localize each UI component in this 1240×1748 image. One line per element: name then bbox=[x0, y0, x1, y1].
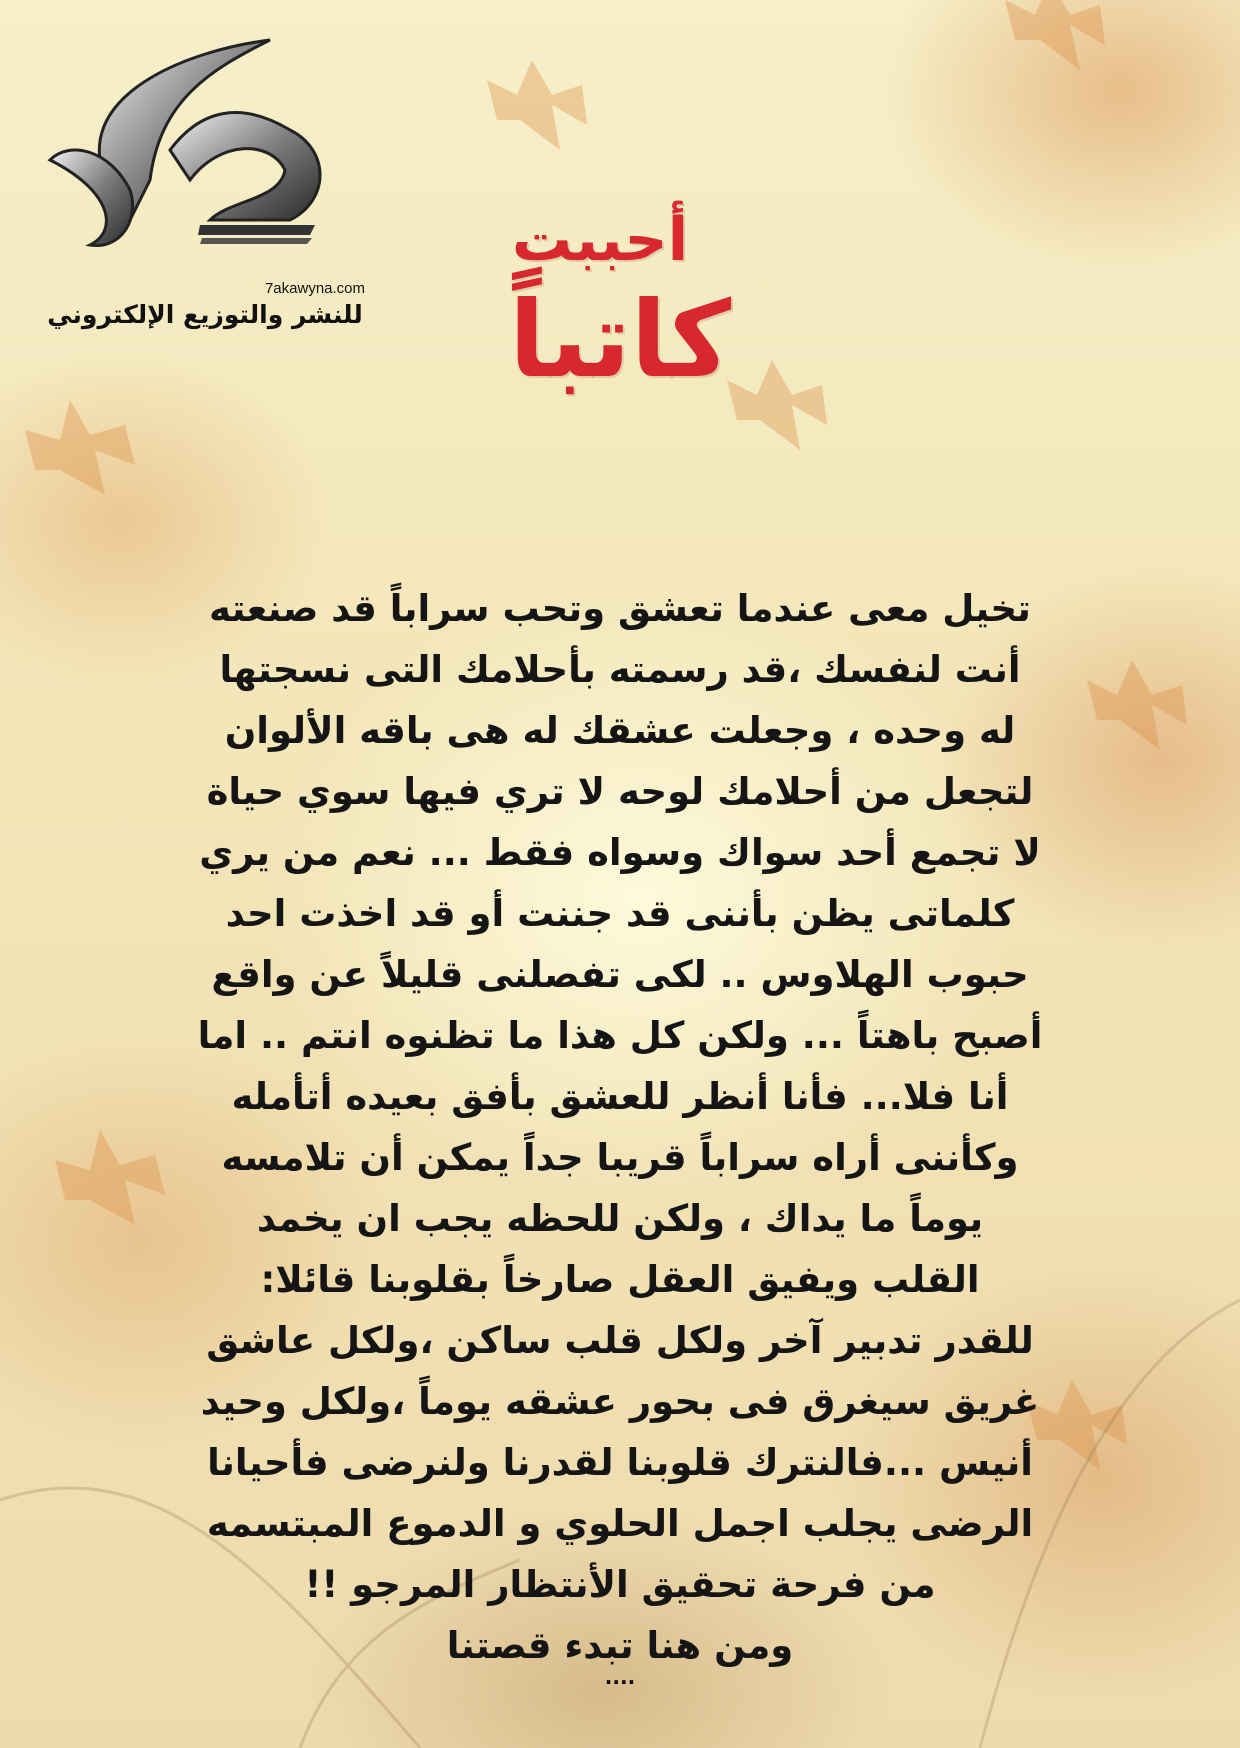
publisher-url: 7akawyna.com bbox=[264, 280, 366, 297]
publisher-tagline: للنشر والتوزيع الإلكتروني bbox=[47, 300, 363, 329]
body-line: لا تجمع أحد سواك وسواه فقط ... نعم من يري bbox=[199, 831, 1041, 874]
body-line: من فرحة تحقيق الأنتظار المرجو !! bbox=[304, 1563, 936, 1606]
body-line: تخيل معى عندما تعشق وتحب سراباً قد صنعته bbox=[209, 587, 1031, 630]
body-line: الرضى يجلب اجمل الحلوي و الدموع المبتسمه bbox=[206, 1502, 1034, 1545]
body-line: أنا فلا... فأنا أنظر للعشق بأفق بعيده أتأمله bbox=[231, 1075, 1009, 1118]
body-line: له وحده ، وجعلت عشقك له هى باقه الألوان bbox=[224, 709, 1016, 752]
body-line: أصبح باهتاً ... ولكن كل هذا ما تظنوه انتم .. اما bbox=[197, 1014, 1043, 1057]
logo-mark-icon bbox=[30, 30, 380, 290]
title-line-2: كاتباً bbox=[508, 279, 732, 401]
body-line: حبوب الهلاوس .. لكى تفصلنى قليلاً عن واقع bbox=[211, 953, 1029, 996]
body-line: كلماتى يظن بأننى قد جننت أو قد اخذت احد bbox=[225, 892, 1015, 935]
body-line: وكأننى أراه سراباً قريبا جداً يمكن أن تلامسه bbox=[221, 1136, 1019, 1179]
body-line: لتجعل من أحلامك لوحه لا تري فيها سوي حياة bbox=[206, 770, 1034, 813]
page-title bbox=[420, 205, 820, 405]
ending-ellipsis: .... bbox=[604, 1665, 636, 1689]
body-line: ومن هنا تبدء قصتنا bbox=[446, 1624, 794, 1667]
body-line: أنيس ...فالنترك قلوبنا لقدرنا ولنرضى فأحيانا bbox=[207, 1441, 1033, 1484]
body-text bbox=[160, 578, 1080, 1676]
body-line: يوماً ما يداك ، ولكن للحظه يجب ان يخمد bbox=[256, 1197, 984, 1240]
body-line: القلب ويفيق العقل صارخاً بقلوبنا قائلا: bbox=[260, 1258, 980, 1301]
title-line-1: أحببت bbox=[511, 205, 689, 275]
body-line: غريق سيغرق فى بحور عشقه يوماً ،ولكل وحيد bbox=[200, 1380, 1040, 1423]
body-line: للقدر تدبير آخر ولكل قلب ساكن ،ولكل عاشق bbox=[206, 1319, 1034, 1362]
body-line: أنت لنفسك ،قد رسمته بأحلامك التى نسجتها bbox=[219, 648, 1021, 691]
